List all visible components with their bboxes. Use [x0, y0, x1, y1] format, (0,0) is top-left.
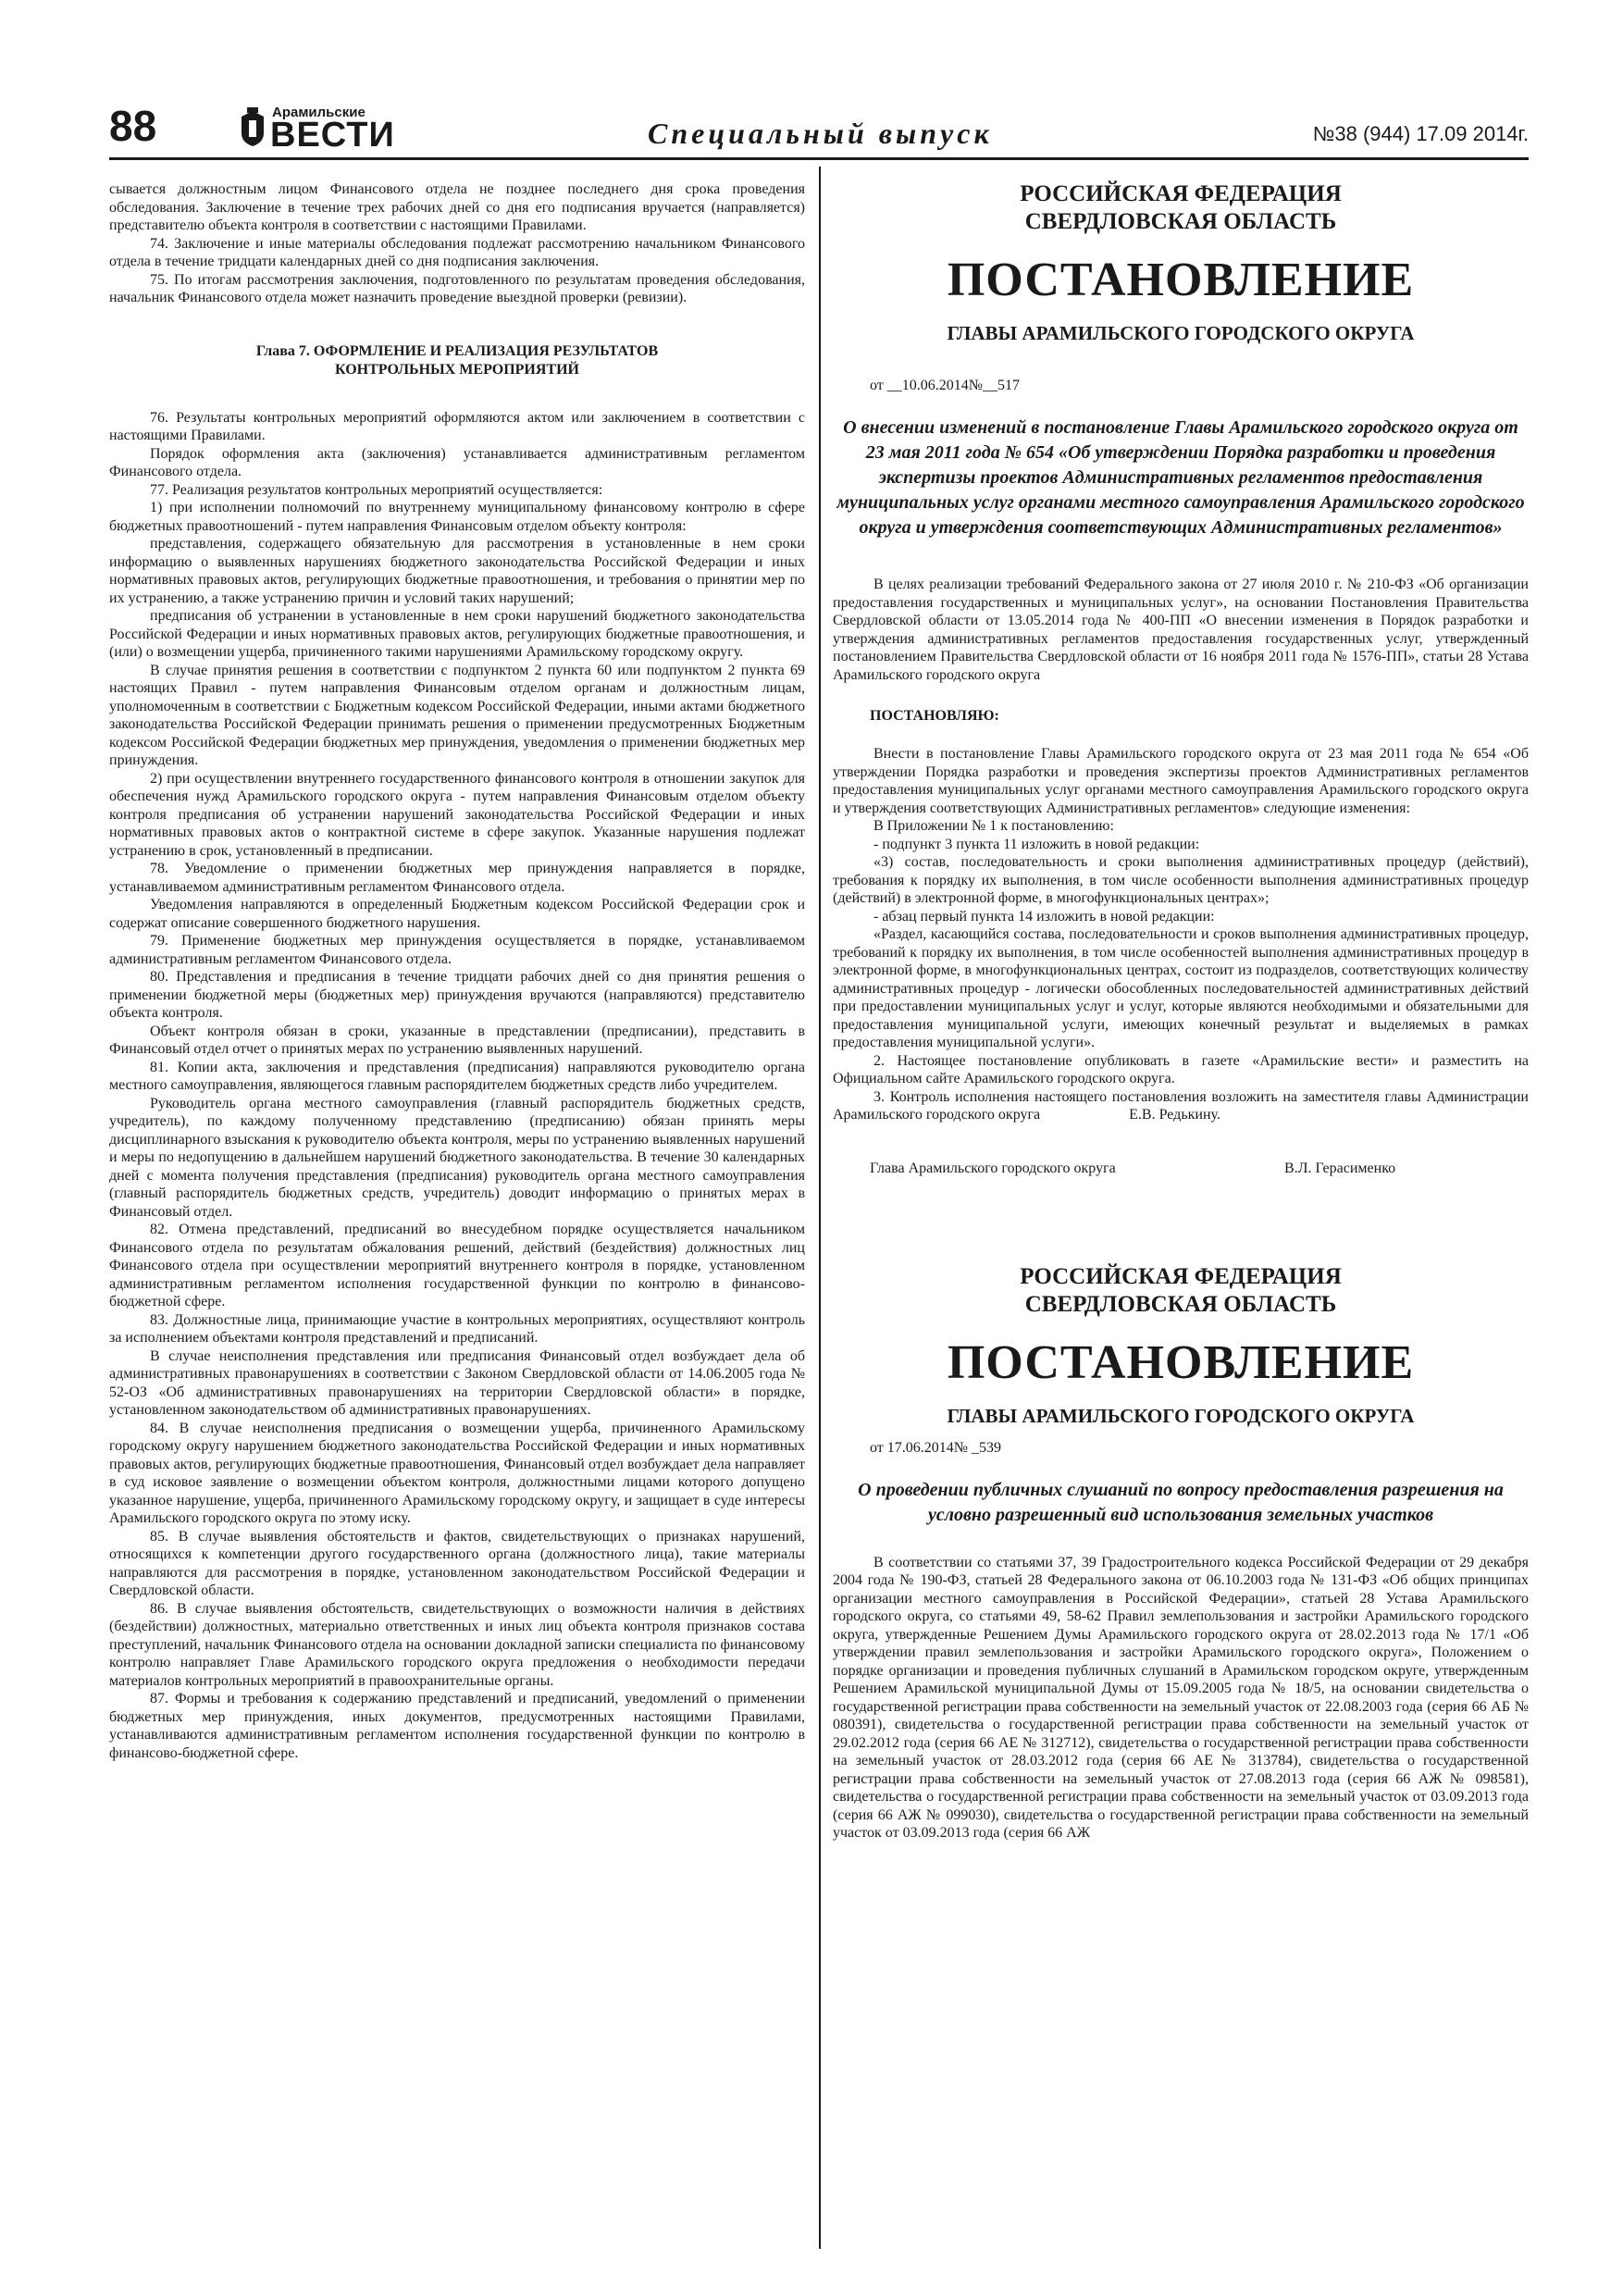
paragraph: 82. Отмена представлений, предписаний во внесудебном порядке осуществляется начальником Финансового отдела по результатам обжалования решений, действий (бездействия) должностных лиц Финансового отдела при осуществлении мероприятий внутреннего контроля в порядке, установленном административным регламентом исполнения государственной функции по контролю в финансово-бюджетной сфере.: [109, 1222, 805, 1309]
paragraph: представления, содержащего обязательную для рассмотрения в установленные в нем сроки информацию о выявленных нарушениях бюджетного законодательства Российской Федерации и иных нормативных правовых актов, регулирующих бюджетные правоотношения, и требования о принятии мер по их устранению, а также устранению причин и условий таких нарушений;: [109, 536, 805, 606]
signature-line: [833, 1160, 1529, 1178]
paragraph: 86. В случае выявления обстоятельств, свидетельствующих о возможности наличия в действиях (бездействии) должностных, материально ответственных и иных лиц объекта контроля признаков состава преступлений, начальник Финансового отдела на основании докладной записки специалиста по финансовому контролю направляет Главе Арамильского городского округа предложения о необходимости передачи материалов контрольных мероприятий в правоохранительные органы.: [109, 1600, 805, 1689]
paragraph: - абзац первый пункта 14 изложить в новой редакции:: [873, 908, 1215, 925]
paragraph: Объект контроля обязан в сроки, указанные в представлении (предписании), представить в Финансовый отдел отчет о принятых мерах по устранению выявленных нарушений.: [109, 1023, 805, 1057]
region-line: СВЕРДЛОВСКАЯ ОБЛАСТЬ: [1024, 209, 1337, 234]
paragraph: сывается должностным лицом Финансового отдела не позднее последнего дня срока проведения обследования. Заключение в течение трех рабочих дней со дня его подписания вручается (направляется) представителю объекта контроля в соответствии с настоящими Правилами.: [109, 181, 805, 233]
paragraph: 2) при осуществлении внутреннего государственного финансового контроля в отношении закупок для обеспечения нужд Арамильского городского округа - путем направления Финансовым отделом объекту контроля предписания об устранении нарушений законодательства Российской Федерации и иных нормативных правовых актов о контрактной системе в сфере закупок. Указанные нарушения подлежат устранению в срок, установленный в предписании.: [109, 770, 805, 859]
paragraph: В Приложении № 1 к постановлению:: [873, 818, 1114, 834]
decree-2: [833, 1263, 1529, 1843]
newspaper-logo: [239, 105, 424, 155]
paragraph: - подпункт 3 пункта 11 изложить в новой редакции:: [873, 836, 1200, 852]
paragraph: В случае неисполнения представления или предписания Финансовый отдел возбуждает дела об административных правонарушениях в соответствии с Законом Свердловской области от 14.06.2005 года № 52-ОЗ «Об административных правонарушениях на территории Свердловской области» в порядке, установленном законодательством об административных правонарушениях.: [109, 1347, 805, 1418]
paragraph: 79. Применение бюджетных мер принуждения осуществляется в порядке, устанавливаемом административным регламентом Финансового отдела.: [109, 933, 805, 967]
issue-info: №38 (944) 17.09 2014г.: [1312, 122, 1529, 145]
paragraph: В случае принятия решения в соответствии с подпунктом 2 пункта 60 или подпунктом 2 пункта 69 настоящих Правил - путем направления Финансовым отделом органам и должностным лицам, уполномоченным в соответствии с Бюджетным кодексом Российской Федерации, иными актами бюджетного законодательства Российской Федерации принимать решения о применении предусмотренных Бюджетным кодексом Российской Федерации бюджетных мер принуждения, уведомления о применении бюджетных мер принуждения.: [109, 662, 805, 768]
paragraph: Уведомления направляются в определенный Бюджетным кодексом Российской Федерации срок и содержат описание совершенного бюджетного нарушения.: [109, 897, 805, 931]
signature-role: Глава Арамильского городского округа: [870, 1160, 1116, 1176]
decree-authority: ГЛАВЫ АРАМИЛЬСКОГО ГОРОДСКОГО ОКРУГА: [947, 1404, 1415, 1427]
paragraph: «3) состав, последовательность и сроки выполнения административных процедур (действий), требования к порядку их выполнения, в том числе особенности выполнения административных процедур (действий) в электронной форме, в многофункциональных центрах»;: [833, 854, 1529, 906]
paragraph: 80. Представления и предписания в течение тридцати рабочих дней со дня принятия решения о применении бюджетной меры (бюджетных мер) принуждения вручаются (направляются) представителю объекта контроля.: [109, 969, 805, 1021]
left-column: [109, 180, 805, 1762]
decree-number: от 17.06.2014№ _539: [870, 1439, 1002, 1456]
paragraph: 78. Уведомление о применении бюджетных мер принуждения направляется в порядке, устанавливаемом административным регламентом Финансового отдела.: [109, 861, 805, 895]
decree-heading: ПОСТАНОВЛЕНИЕ: [947, 1335, 1415, 1389]
paragraph: 85. В случае выявления обстоятельств и фактов, свидетельствующих о признаках нарушений, относящихся к компетенции другого государственного органа (должностного лица), такие материалы направляются для рассмотрения в порядке, установленном законодательством Российской Федерации и Свердловской области.: [109, 1528, 805, 1598]
region-line: СВЕРДЛОВСКАЯ ОБЛАСТЬ: [1024, 1291, 1337, 1317]
paragraph: Порядок оформления акта (заключения) устанавливается административным регламентом Финансового отдела.: [109, 445, 805, 479]
paragraph: 77. Реализация результатов контрольных мероприятий осуществляется:: [150, 481, 603, 498]
decree-number: от __10.06.2014№__517: [870, 378, 1021, 393]
country-line: РОССИЙСКАЯ ФЕДЕРАЦИЯ: [1020, 181, 1342, 206]
decree-authority: ГЛАВЫ АРАМИЛЬСКОГО ГОРОДСКОГО ОКРУГА: [947, 322, 1415, 344]
column-divider: [819, 167, 821, 2249]
paragraph: 1) при исполнении полномочий по внутреннему муниципальному финансовому контролю в сфере бюджетных правоотношений - путем направления Финансовым отделом объекту контроля:: [109, 500, 805, 534]
paragraph: предписания об устранении в установленные в нем сроки нарушений бюджетного законодательства Российской Федерации и иных нормативных правовых актов, регулирующих бюджетные правоотношения, и (или) о возмещении ущерба, причиненного такими нарушениями Арамильскому городскому округу.: [109, 608, 805, 660]
coat-of-arms-icon: [239, 107, 266, 148]
paragraph: В целях реализации требований Федерального закона от 27 июля 2010 г. № 210-ФЗ «Об организации предоставления государственных и муниципальных услуг», на основании Постановления Правительства Свердловской области от 13.05.2014 года № 400-ПП «О внесении изменения в Порядок разработки и утверждения административных регламентов предоставления государственных услуг, утвержденный постановлением Правительства Свердловской области от 16 ноября 2011 года № 1576-ПП», статьи 28 Устава Арамильского городского округа: [833, 577, 1529, 683]
paragraph: 3. Контроль исполнения настоящего постановления возложить на заместителя главы Администрации Арамильского городского округа Е.В. Редькину.: [833, 1088, 1532, 1123]
page-header: [109, 100, 1529, 161]
paragraph: 84. В случае неисполнения предписания о возмещении ущерба, причиненного Арамильскому городскому округу нарушением бюджетного законодательства Российской Федерации и иных нормативных правовых актов, регулирующих бюджетные правоотношения, Финансовый отдел возбуждает дела направляет в суд исковое заявление о возмещении объектом контроля, должностными лицами которого допущено указанное нарушение, ущерба, причиненного Арамильскому городскому округу, и защищает в суде интересы Арамильского городского округа по этому иску.: [109, 1420, 805, 1526]
resolve-label: ПОСТАНОВЛЯЮ:: [870, 708, 999, 724]
decree-1: [833, 180, 1532, 1178]
country-line: РОССИЙСКАЯ ФЕДЕРАЦИЯ: [1020, 1263, 1342, 1289]
paragraph: В соответствии со статьями 37, 39 Градостроительного кодекса Российской Федерации от 29 декабря 2004 года № 190-ФЗ, статьей 28 Федерального закона от 06.10.2003 года № 131-ФЗ «Об общих принципах организации местного самоуправления в Российской Федерации», статьей 28 Устава Арамильского городского округа, со статьями 49, 58-62 Правил землепользования и застройки Арамильского городского округа, утвержденные Решением Думы Арамильского городского округа от 28.02.2013 года № 17/1 «Об утверждении правил землепользования и застройки Арамильского городского округа», Положением о порядке организации и проведения публичных слушаний в Арамильском городском округе, утвержденным Решением Арамильской муниципальной Думы от 15.09.2005 года № 18/5, на основании свидетельства о государственной регистрации права собственности на земельный участок от 22.08.2003 года (серия 66 АБ № 080391), свидетельства о государственной регистрации права собственности на земельный участок от 29.02.2012 года (серия 66 АЕ № 312712), свидетельства о государственной регистрации права собственности на земельный участок от 28.03.2012 года (серия 66 АЕ № 313784), свидетельства о государственной регистрации права собственности на земельный участок от 27.08.2013 года (серия 66 АЖ № 098581), свидетельства о государственной регистрации права собственности на земельный участок от 03.09.2013 года (серия 66 АЖ № 099030), свидетельства о государственной регистрации права собственности на земельный участок от 03.09.2013 года (серия 66 АЖ: [833, 1554, 1529, 1841]
right-column: [833, 180, 1532, 1843]
paragraph: 76. Результаты контрольных мероприятий оформляются актом или заключением в соответствии с настоящими Правилами.: [109, 409, 805, 443]
paragraph: 81. Копии акта, заключения и представления (предписания) направляются руководителю органа местного самоуправления, являющегося главным распорядителем бюджетных средств либо учредителем.: [109, 1059, 805, 1093]
chapter-heading-line: КОНТРОЛЬНЫХ МЕРОПРИЯТИЙ: [335, 361, 579, 378]
page-number: 88: [109, 102, 157, 150]
decree-title: О внесении изменений в постановление Главы Арамильского городского округа от 23 мая 2011 года № 654 «Об утверждении Порядка разработки и проведения экспертизы проектов Административных регламентов предоставления муниципальных услуг органами местного самоуправления Арамильского городского округа и утверждения соответствующих Административных регламентов»: [836, 417, 1525, 538]
paragraph: 75. По итогам рассмотрения заключения, подготовленного по результатам проведения обследования, начальник Финансового отдела может назначить проведение выездной проверки (ревизии).: [109, 271, 805, 305]
decree-heading: ПОСТАНОВЛЕНИЕ: [947, 254, 1415, 306]
paragraph: 83. Должностные лица, принимающие участие в контрольных мероприятиях, осуществляют контроль за исполнением объектами контроля представлений и предписаний.: [109, 1311, 805, 1346]
paragraph: 74. Заключение и иные материалы обследования подлежат рассмотрению начальником Финансового отдела в течение тридцати календарных дней со дня подписания заключения.: [109, 235, 805, 269]
paragraph: 87. Формы и требования к содержанию представлений и предписаний, уведомлений о применении бюджетных мер принуждения, иных документов, предусмотренных настоящими Правилами, устанавливаются административным регламентом исполнения государственной функции по контролю в финансово-бюджетной сфере.: [109, 1691, 805, 1761]
logo-big-text: ВЕСТИ: [270, 116, 395, 155]
chapter-heading-line: Глава 7. ОФОРМЛЕНИЕ И РЕАЛИЗАЦИЯ РЕЗУЛЬТАТОВ: [255, 342, 659, 359]
chapter-heading: [109, 342, 805, 379]
paragraph: Внести в постановление Главы Арамильского городского округа от 23 мая 2011 года № 654 «Об утверждении Порядка разработки и проведения экспертизы проектов Административных регламентов предоставления муниципальных услуг органами местного самоуправления Арамильского городского округа и утверждения соответствующих Административных регламентов» следующие изменения:: [833, 746, 1529, 816]
paragraph: «Раздел, касающийся состава, последовательности и сроков выполнения административных процедур, требований к порядку их выполнения, в том числе особенностей выполнения административных процедур в электронной форме, в многофункциональных центрах, состоит из подразделов, соответствующих количеству административных процедур - логически обособленных последовательностей административных действий при предоставлении муниципальных услуг и услуг, которые являются необходимыми и обязательными для предоставления муниципальной услуги, имеющих конечный результат и выделяемых в рамках предоставления муниципальной услуги».: [833, 926, 1529, 1050]
issue-label: Специальный выпуск: [648, 117, 993, 150]
decree-title: О проведении публичных слушаний по вопросу предоставления разрешения на условно разрешенный вид использования земельных участков: [858, 1479, 1504, 1525]
signature-name: В.Л. Герасименко: [1284, 1160, 1396, 1176]
logo-small-text: Арамильские: [272, 105, 365, 120]
paragraph: Руководитель органа местного самоуправления (главный распорядитель бюджетных средств, учредитель), по каждому полученному представлению (предписанию) обязан принять меры дисциплинарного взыскания к руководителю объекта контроля, меры по устранению выявленных нарушений и меры по недопущению в дальнейшем нарушений бюджетного законодательства. В течение 30 календарных дней с момента получения представления (предписания) руководитель органа местного самоуправления (главный распорядитель бюджетных средств, учредитель) доводит информацию о принятых мерах в Финансовый отдел.: [109, 1095, 805, 1220]
header-divider: [109, 157, 1529, 160]
paragraph: 2. Настоящее постановление опубликовать в газете «Арамильские вести» и разместить на Официальном сайте Арамильского городского округа.: [833, 1052, 1529, 1086]
